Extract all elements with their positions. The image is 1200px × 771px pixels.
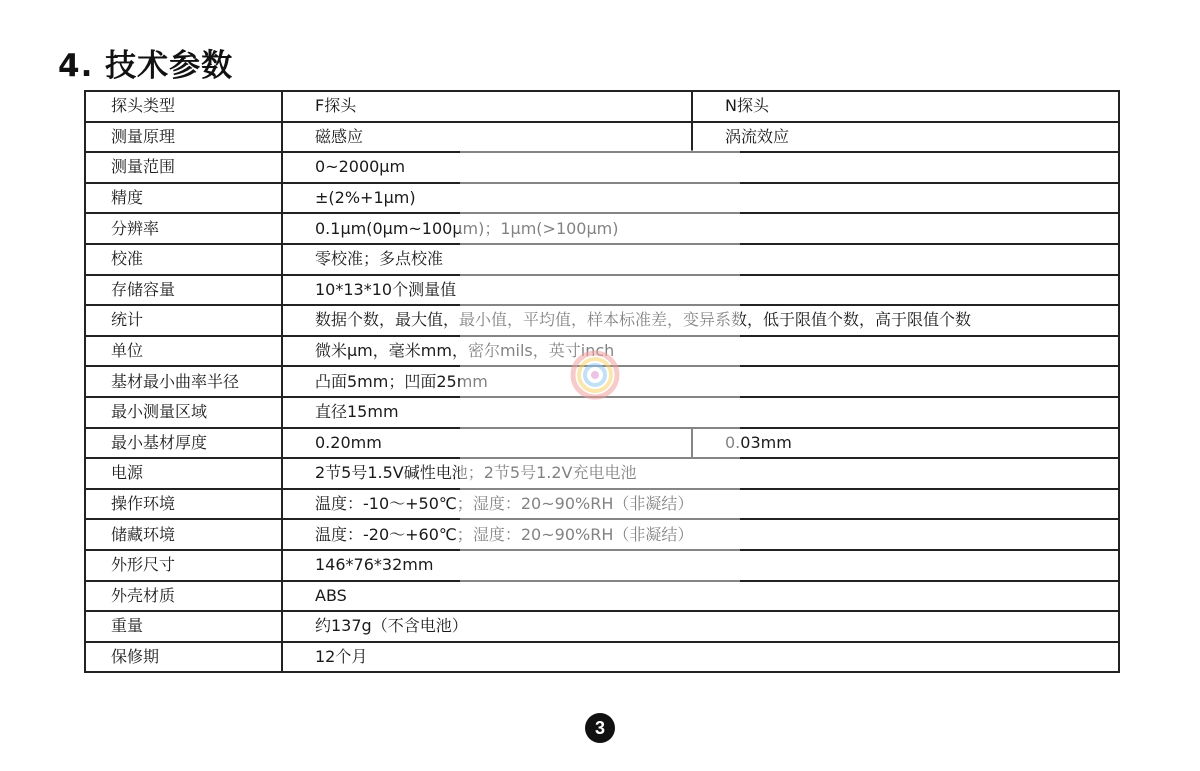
spec-label: 电源 bbox=[85, 458, 282, 489]
spec-label: 最小测量区域 bbox=[85, 397, 282, 428]
spec-label: 基材最小曲率半径 bbox=[85, 366, 282, 397]
spec-label: 单位 bbox=[85, 336, 282, 367]
spec-row bbox=[85, 519, 1119, 550]
spec-value: 温度：-20～+60℃；湿度：20~90%RH（非凝结） bbox=[282, 519, 1119, 550]
spec-label: 统计 bbox=[85, 305, 282, 336]
spec-value: 数据个数，最大值，最小值，平均值，样本标准差，变异系数，低于限值个数，高于限值个数 bbox=[282, 305, 1119, 336]
spec-label: 外壳材质 bbox=[85, 581, 282, 612]
spec-row bbox=[85, 305, 1119, 336]
spec-label: 外形尺寸 bbox=[85, 550, 282, 581]
spec-value: 磁感应 bbox=[282, 122, 692, 153]
spec-row bbox=[85, 458, 1119, 489]
spec-label: 重量 bbox=[85, 611, 282, 642]
spec-table bbox=[84, 90, 1120, 673]
spec-row bbox=[85, 244, 1119, 275]
spec-value: N探头 bbox=[692, 91, 1119, 122]
spec-value: 2节5号1.5V碱性电池；2节5号1.2V充电电池 bbox=[282, 458, 1119, 489]
spec-row bbox=[85, 213, 1119, 244]
spec-value: F探头 bbox=[282, 91, 692, 122]
spec-value: ABS bbox=[282, 581, 1119, 612]
spec-row bbox=[85, 581, 1119, 612]
spec-label: 保修期 bbox=[85, 642, 282, 673]
spec-value: 直径15mm bbox=[282, 397, 1119, 428]
spec-row bbox=[85, 611, 1119, 642]
spec-value: 0~2000μm bbox=[282, 152, 1119, 183]
spec-row bbox=[85, 397, 1119, 428]
spec-row bbox=[85, 336, 1119, 367]
spec-row bbox=[85, 550, 1119, 581]
spec-value: 12个月 bbox=[282, 642, 1119, 673]
spec-label: 测量范围 bbox=[85, 152, 282, 183]
spec-value: 10*13*10个测量值 bbox=[282, 275, 1119, 306]
spec-value: 温度：-10～+50℃；湿度：20~90%RH（非凝结） bbox=[282, 489, 1119, 520]
spec-value: 0.1μm(0μm~100μm)；1μm(>100μm) bbox=[282, 213, 1119, 244]
spec-label: 探头类型 bbox=[85, 91, 282, 122]
spec-value: ±(2%+1μm) bbox=[282, 183, 1119, 214]
spec-row bbox=[85, 642, 1119, 673]
spec-value: 146*76*32mm bbox=[282, 550, 1119, 581]
spec-row bbox=[85, 183, 1119, 214]
page-number-badge: 3 bbox=[585, 713, 615, 743]
spec-label: 校准 bbox=[85, 244, 282, 275]
spec-value: 凸面5mm；凹面25mm bbox=[282, 366, 1119, 397]
spec-row bbox=[85, 152, 1119, 183]
spec-value: 约137g（不含电池） bbox=[282, 611, 1119, 642]
spec-row bbox=[85, 366, 1119, 397]
spec-row bbox=[85, 489, 1119, 520]
section-heading: 4. 技术参数 bbox=[58, 48, 234, 84]
spec-value: 零校准；多点校准 bbox=[282, 244, 1119, 275]
spec-label: 分辨率 bbox=[85, 213, 282, 244]
spec-label: 最小基材厚度 bbox=[85, 428, 282, 459]
spec-value: 0.03mm bbox=[692, 428, 1119, 459]
spec-value: 0.20mm bbox=[282, 428, 692, 459]
spec-value: 涡流效应 bbox=[692, 122, 1119, 153]
spec-row bbox=[85, 91, 1119, 122]
spec-value: 微米μm，毫米mm，密尔mils，英寸inch bbox=[282, 336, 1119, 367]
spec-table-body bbox=[85, 91, 1119, 672]
spec-label: 精度 bbox=[85, 183, 282, 214]
spec-row bbox=[85, 122, 1119, 153]
spec-row bbox=[85, 275, 1119, 306]
spec-label: 测量原理 bbox=[85, 122, 282, 153]
spec-label: 存储容量 bbox=[85, 275, 282, 306]
spec-row bbox=[85, 428, 1119, 459]
spec-label: 操作环境 bbox=[85, 489, 282, 520]
spec-label: 储藏环境 bbox=[85, 519, 282, 550]
